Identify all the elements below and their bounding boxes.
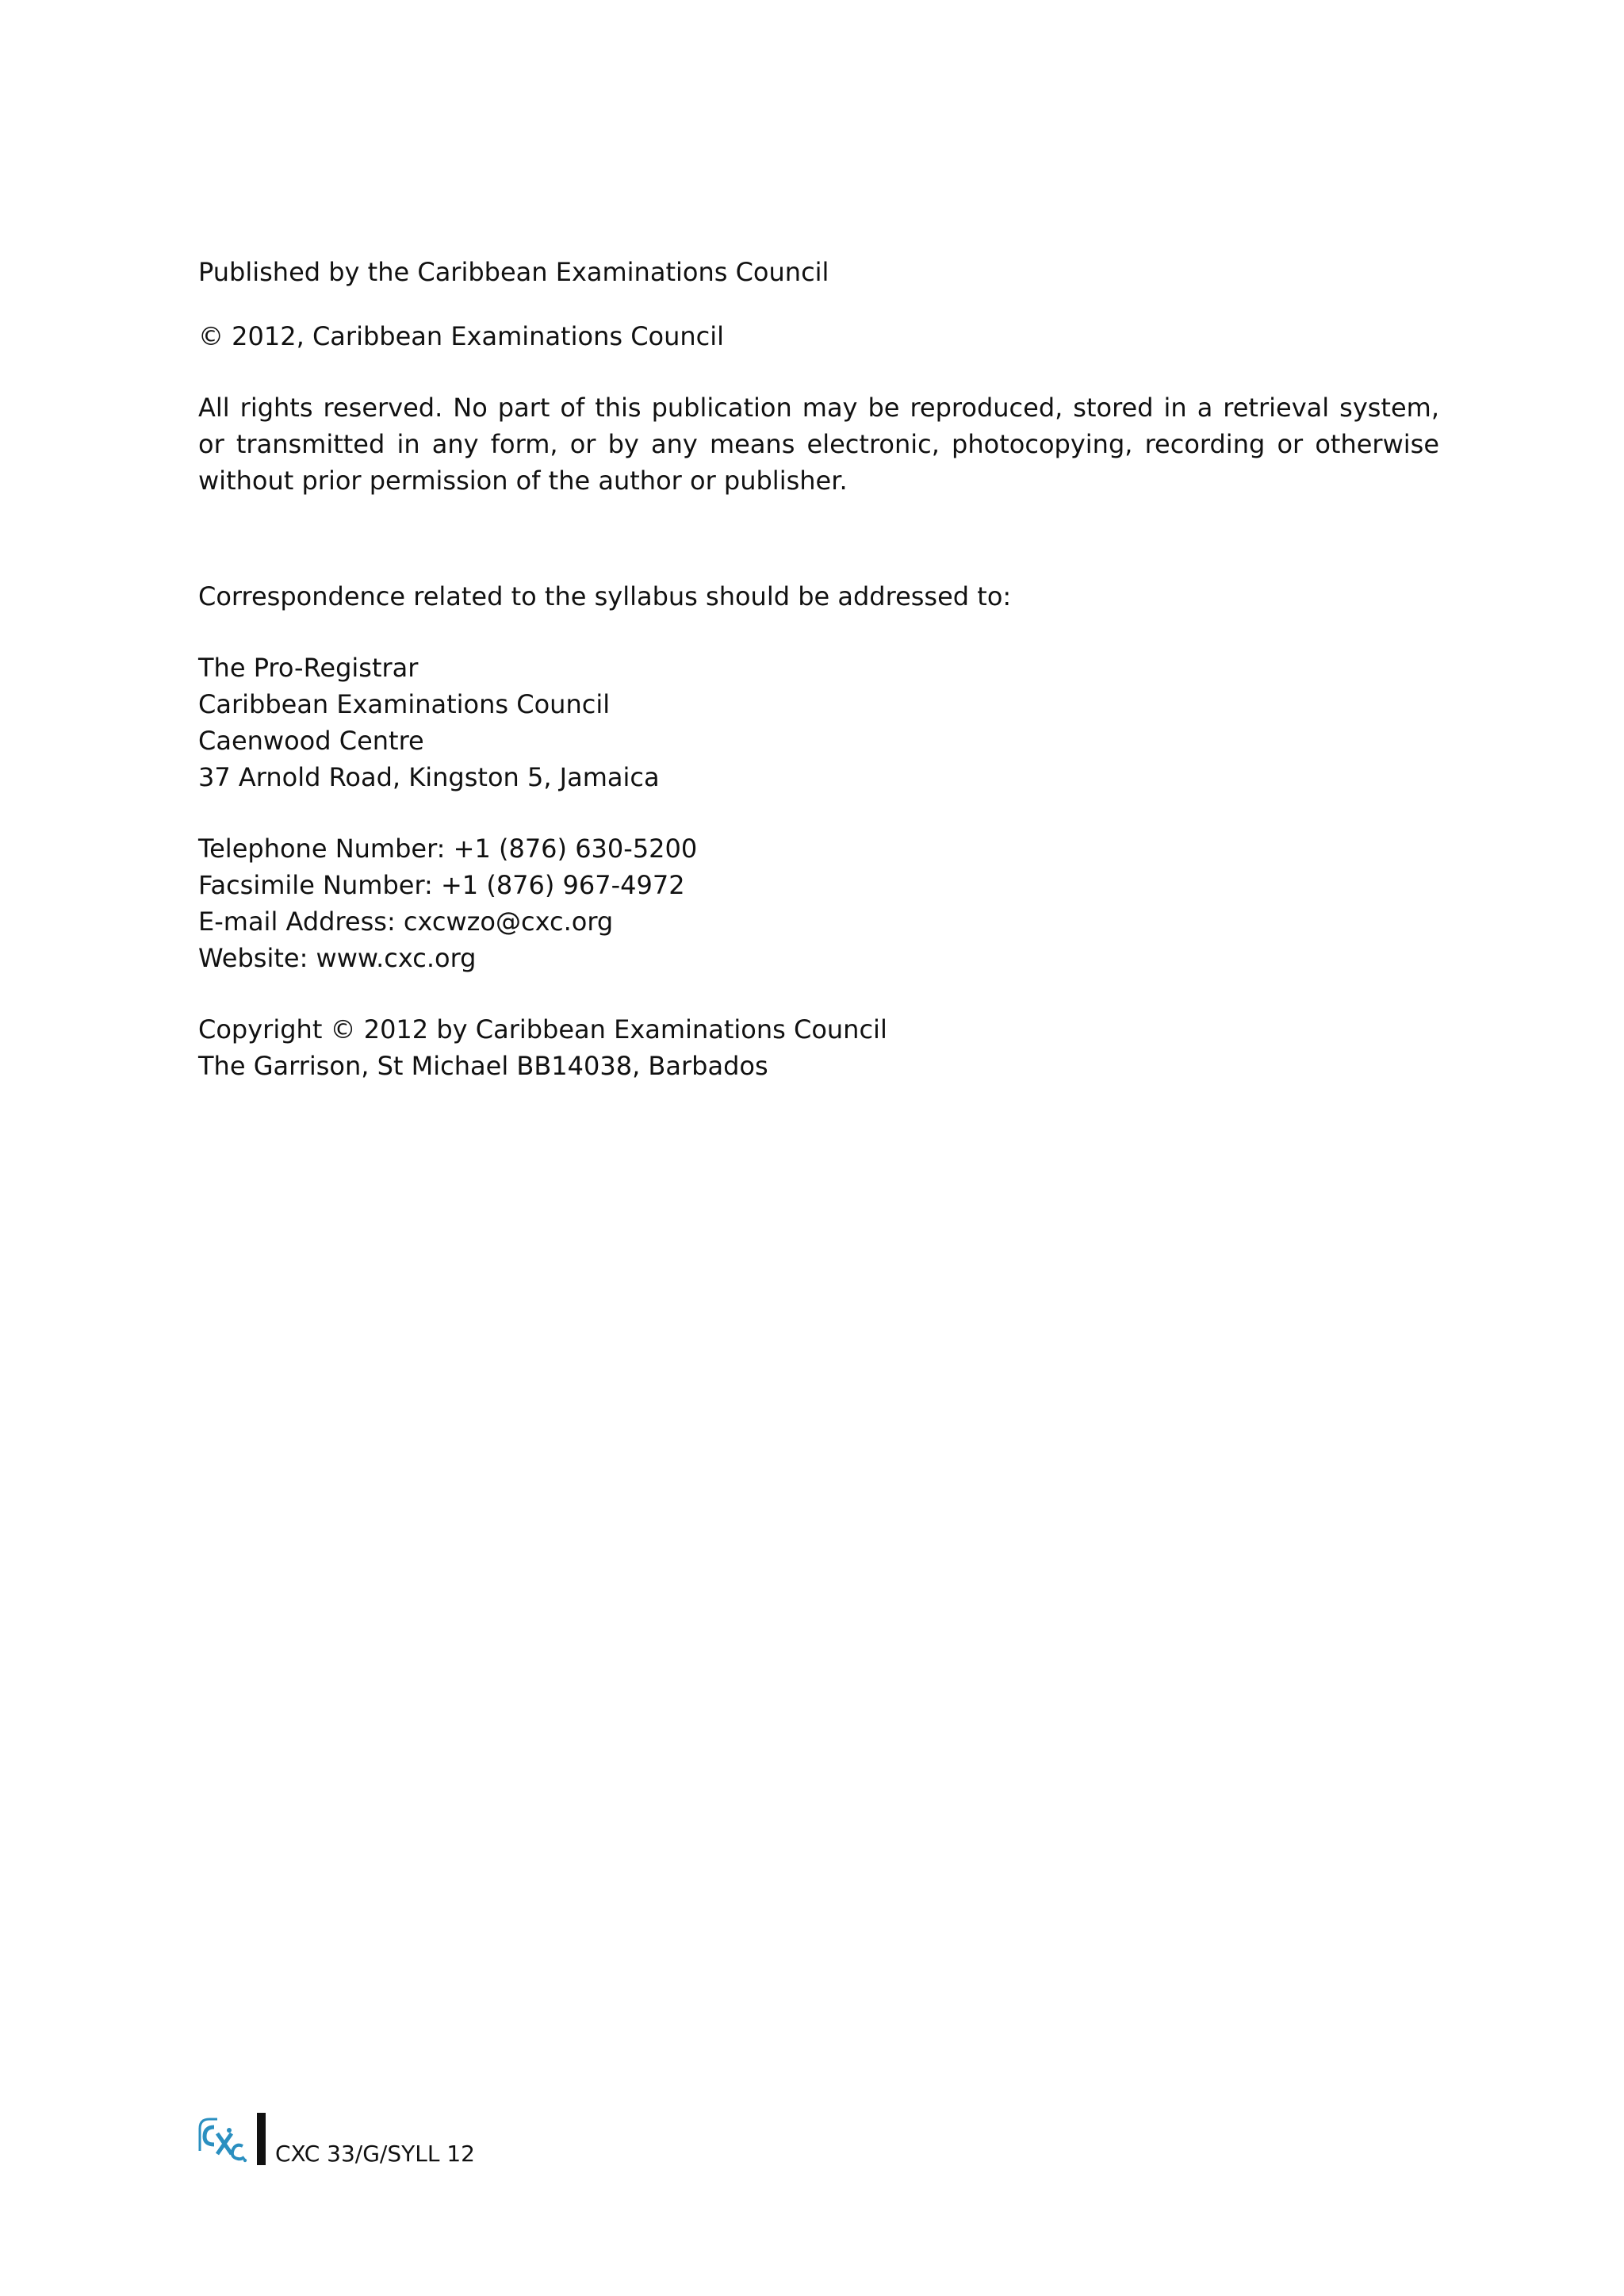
address-block xyxy=(198,650,1439,795)
contact-block xyxy=(198,830,1439,976)
rights-paragraph: All rights reserved. No part of this publication may be reproduced, stored in a retrieval system, or transmitted in any form, or by any means electronic, photocopying, recording or otherwise without prior permission of the author or publisher. xyxy=(198,393,1439,496)
footer-divider-bar xyxy=(257,2113,266,2165)
correspondence-intro: Correspondence related to the syllabus should be addressed to: xyxy=(198,581,1012,611)
telephone-number: Telephone Number: +1 (876) 630-5200 xyxy=(198,834,698,864)
email-address: E-mail Address: cxcwzo@cxc.org xyxy=(198,907,614,937)
address-line: Caenwood Centre xyxy=(198,726,424,756)
copyright-footer-line: The Garrison, St Michael BB14038, Barbados xyxy=(198,1051,768,1081)
address-line: Caribbean Examinations Council xyxy=(198,689,611,719)
address-line: 37 Arnold Road, Kingston 5, Jamaica xyxy=(198,762,660,792)
document-content xyxy=(198,254,1439,1084)
published-by: Published by the Caribbean Examinations Council xyxy=(198,257,829,287)
copyright-line: © 2012, Caribbean Examinations Council xyxy=(198,321,725,351)
cxc-logo-icon xyxy=(197,2114,247,2165)
syllabus-code: CXC 33/G/SYLL 12 xyxy=(275,2141,475,2167)
copyright-footer-block xyxy=(198,1011,1439,1084)
copyright-footer-line: Copyright © 2012 by Caribbean Examinations Council xyxy=(198,1014,887,1045)
page-footer xyxy=(197,2110,475,2165)
address-line: The Pro-Registrar xyxy=(198,653,419,683)
website: Website: www.cxc.org xyxy=(198,943,477,973)
facsimile-number: Facsimile Number: +1 (876) 967-4972 xyxy=(198,870,685,900)
